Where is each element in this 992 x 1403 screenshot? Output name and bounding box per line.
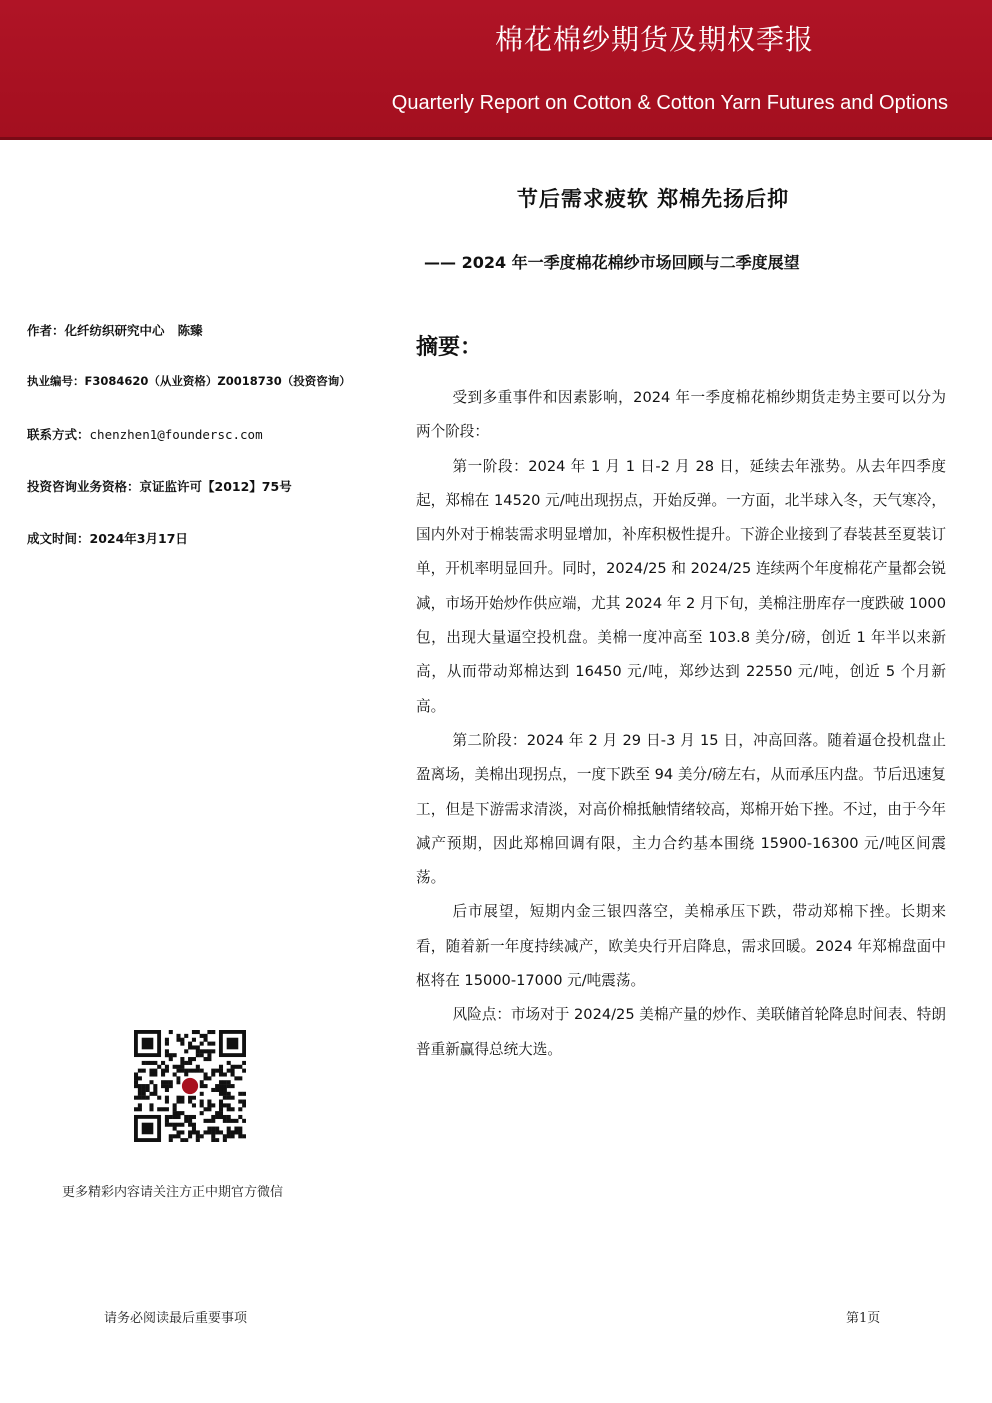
qr-code-graphic (134, 1030, 246, 1142)
contact-label: 联系方式： (27, 427, 90, 442)
qualification-value: 京证监许可【2012】75号 (139, 479, 292, 494)
abstract-paragraph: 受到多重事件和因素影响，2024 年一季度棉花棉纱期货走势主要可以分为两个阶段： (416, 389, 946, 441)
qr-caption: 更多精彩内容请关注方正中期官方微信 (62, 1185, 284, 1200)
qr-code-icon (134, 1030, 246, 1142)
abstract-paragraph: 后市展望，短期内金三银四落空，美棉承压下跌，带动郑棉下挫。长期来看，随着新一年度持续减产，欧美央行开启降息，需求回暖。2024 年郑棉盘面中枢将在 15000-17000 元/吨震荡。 (416, 903, 946, 990)
date-line (27, 529, 188, 547)
date-value: 2024年3月17日 (89, 531, 188, 546)
date-label: 成文时间： (27, 531, 90, 546)
header-banner (0, 0, 992, 140)
report-series-title-en: Quarterly Report on Cotton & Cotton Yarn Futures and Options (391, 92, 948, 114)
abstract-paragraph: 风险点：市场对于 2024/25 美棉产量的炒作、美联储首轮降息时间表、特朗普重新赢得总统大选。 (416, 1006, 946, 1058)
license-line (27, 373, 351, 389)
author-line (27, 321, 203, 339)
report-title: 节后需求疲软 郑棉先扬后抑 (516, 187, 790, 211)
report-series-title: 棉花棉纱期货及期权季报 (494, 23, 814, 56)
qualification-label: 投资咨询业务资格： (27, 479, 140, 494)
abstract-body (416, 381, 946, 1067)
qualification-line (27, 477, 292, 495)
author-value: 化纤纺织研究中心 陈臻 (64, 323, 203, 338)
abstract-heading: 摘要： (416, 334, 483, 360)
abstract-paragraph: 第一阶段：2024 年 1 月 1 日-2 月 28 日，延续去年涨势。从去年四季度起，郑棉在 14520 元/吨出现拐点，开始反弹。一方面，北半球入冬，天气寒冷，国内外对于棉装需求明显增加，补库积极性提升。下游企业接到了春装甚至夏装订单，开机率明显回升。同时，2024/25 和 2024/25 连续两个年度棉花产量都会锐减，市场开始炒作供应端，尤其 2024 年 2 月下旬，美棉注册库存一度跌破 1000 包，出现大量逼空投机盘。美棉一度冲高至 103.8 美分/磅，创近 1 年半以来新高，从而带动郑棉达到 16450 元/吨，郑纱达到 22550 元/吨，创近 5 个月新高。 (416, 457, 946, 715)
footer-notice: 请务必阅读最后重要事项 (104, 1311, 248, 1326)
abstract-paragraph: 第二阶段：2024 年 2 月 29 日-3 月 15 日，冲高回落。随着逼仓投机盘止盈离场，美棉出现拐点，一度下跌至 94 美分/磅左右，从而承压内盘。节后迅速复工，但是下游需求清淡，对高价棉抵触情绪较高，郑棉开始下挫。不过，由于今年减产预期，因此郑棉回调有限，主力合约基本围绕 15900-16300 元/吨区间震荡。 (416, 731, 946, 887)
page-number: 第1页 (846, 1311, 881, 1326)
contact-email: chenzhen1@foundersc.com (89, 427, 263, 442)
author-label: 作者： (27, 323, 65, 338)
report-subtitle: —— 2024 年一季度棉花棉纱市场回顾与二季度展望 (424, 253, 800, 272)
license-label: 执业编号： (27, 374, 85, 388)
license-value: F3084620（从业资格）Z0018730（投资咨询） (84, 374, 351, 388)
contact-line (27, 425, 263, 443)
